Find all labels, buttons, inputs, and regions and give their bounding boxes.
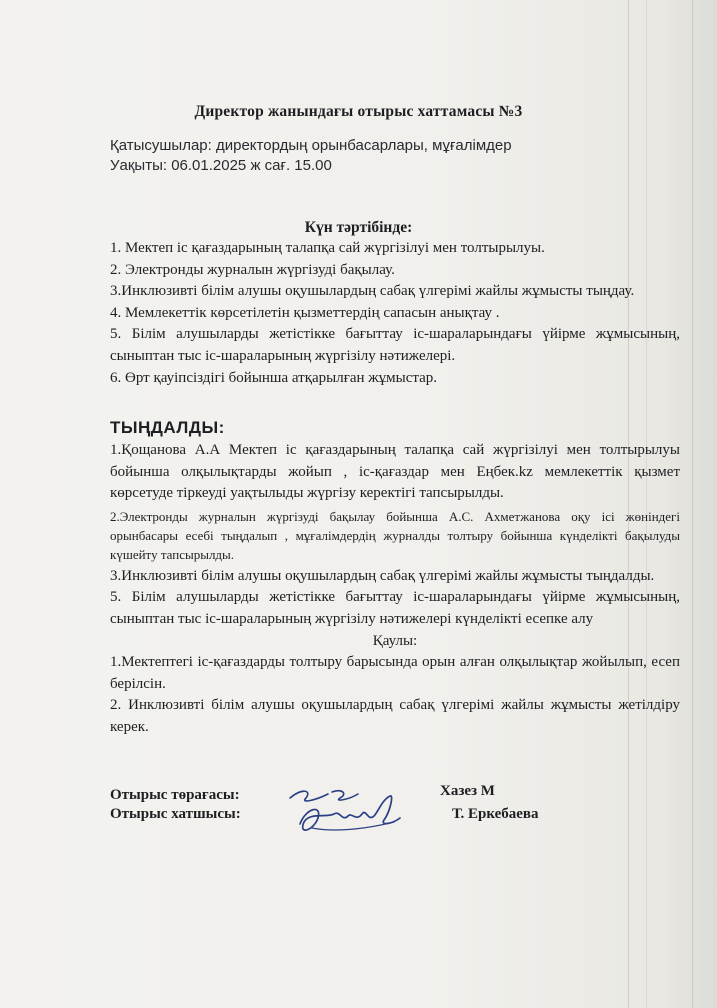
chair-label: Отырыс төрағасы: <box>110 787 240 803</box>
agenda-item: 4. Мемлекеттік көрсетілетін қызметтердің сапасын анықтау . <box>110 304 500 321</box>
scan-artifact-line <box>692 0 693 1008</box>
heard-list <box>110 440 680 739</box>
heard-item: 5. Білім алушыларды жетістікке бағыттау іс-шараларындағы үйірме жұмысының, сыныптан тыс іс-шараларының жүргізілу нәтижелері күнделікті есепке алу <box>110 589 680 627</box>
chair-name: Хазез М <box>440 783 495 799</box>
heard-item: 1.Қощанова А.А Мектеп іс қағаздарының талапқа сай жүргізілуі мен толтырылуы бойынша олқылықтарды жойып , іс-қағаздар мен Еңбек.kz мемлекеттік қызмет көрсетуде тіркеуді уақтылыды жүргізу керектігі тапсырылды. <box>110 442 680 502</box>
agenda-item: 5. Білім алушыларды жетістікке бағыттау іс-шараларындағы үйірме жұмысының, сыныптан тыс іс-шараларының жүргізілу нәтижелері. <box>110 326 680 364</box>
participants-line: Қатысушылар: директордың орынбасарлары, мұғалімдер <box>110 137 512 154</box>
document-title: Директор жанындағы отырыс хаттамасы №3 <box>194 103 523 120</box>
agenda-item: 3.Инклюзивті білім алушы оқушылардың сабақ үлгерімі жайлы жұмысты тыңдау. <box>110 283 635 300</box>
agenda-item: 1. Мектеп іс қағаздарының талапқа сай жүргізілуі мен толтырылуы. <box>110 240 545 256</box>
heard-heading: ТЫҢДАЛДЫ: <box>110 418 225 437</box>
handwritten-signature <box>282 778 412 848</box>
agenda-list <box>110 238 680 389</box>
time-line: Уақыты: 06.01.2025 ж сағ. 15.00 <box>110 157 332 174</box>
resolution-item: 1.Мектептегі іс-қағаздарды толтыру барысында орын алған олқылықтар жойылып, есеп берілсін. <box>110 654 680 692</box>
secretary-name: Т. Еркебаева <box>452 806 539 822</box>
heard-item: 2.Электронды журналын жүргізуді бақылау бойынша А.С. Ахметжанова оқу ісі жөніндегі орынбасары есебі тыңдалып , мұғалімдердің журналды толтыру бойынша күнделікті бақылуды күшейту тапсырылды. <box>110 508 680 562</box>
resolution-item: 2. Инклюзивті білім алушы оқушылардың сабақ үлгерімі жайлы жұмысты жетілдіру керек. <box>110 697 680 735</box>
agenda-heading: Күн тәртібінде: <box>304 219 413 236</box>
agenda-item: 2. Электронды журналын жүргізуді бақылау. <box>110 261 395 278</box>
resolution-heading: Қаулы: <box>372 632 418 649</box>
agenda-item: 6. Өрт қауіпсіздігі бойынша атқарылған жұмыстар. <box>110 369 438 386</box>
secretary-label: Отырыс хатшысы: <box>110 806 241 822</box>
heard-item: 3.Инклюзивті білім алушы оқушылардың сабақ үлгерімі жайлы жұмысты тыңдалды. <box>110 567 655 584</box>
